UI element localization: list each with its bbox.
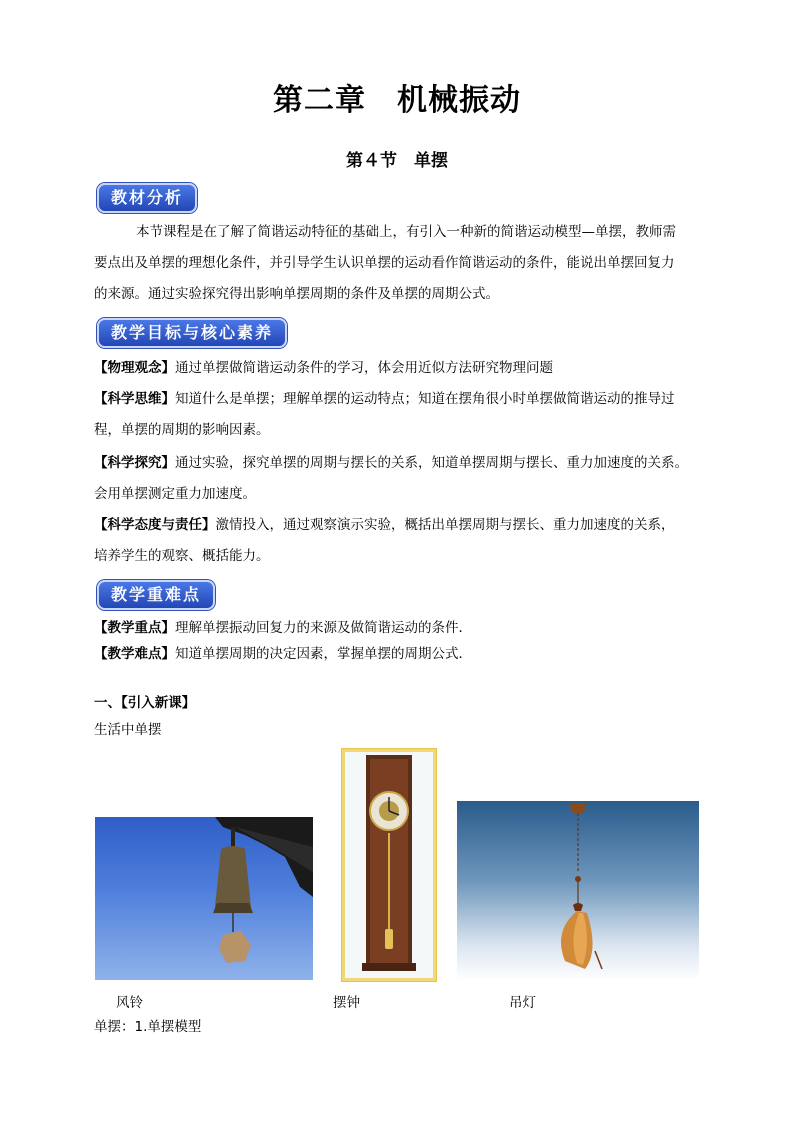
wind-chime-illustration [95,817,313,980]
hanging-lamp-image [457,801,699,980]
badge-analysis: 教材分析 [97,183,197,213]
page-title: 第二章 机械振动 [273,83,521,118]
goal-text: 激情投入，通过观察演示实验，概括出单摆周期与摆长、重力加速度的关系， [215,517,675,533]
pendulum-clock-image [341,748,437,982]
keypoint-label: 【教学重点】 [94,620,175,636]
goal-text: 知道什么是单摆；理解单摆的运动特点；知道在摆角很小时单摆做简谐运动的推导过 [175,391,675,407]
goal-text: 通过实验，探究单摆的周期与摆长的关系，知道单摆周期与摆长、重力加速度的关系。 [175,455,688,471]
footer-text: 单摆：1.单摆模型 [94,1019,202,1035]
analysis-line: 的来源。通过实验探究得出影响单摆周期的条件及单摆的周期公式。 [94,286,499,302]
hanging-lamp-illustration [457,801,699,980]
goal-physics [94,355,704,382]
keypoint-focus [94,615,704,642]
keypoint-label: 【教学难点】 [94,646,175,662]
goal-thinking [94,386,704,413]
keypoint-text: 知道单摆周期的决定因素，掌握单摆的周期公式． [175,646,472,662]
goal-label: 【科学思维】 [94,391,175,407]
goal-text: 通过单摆做简谐运动条件的学习，体会用近似方法研究物理问题 [175,360,553,376]
goal-inquiry [94,450,704,477]
analysis-line: 本节课程是在了解了简谐运动特征的基础上，有引入一种新的简谐运动模型—单摆，教师需 [136,224,676,240]
goal-label: 【物理观念】 [94,360,175,376]
keypoint-text: 理解单摆振动回复力的来源及做简谐运动的条件． [175,620,472,636]
goal-attitude [94,512,704,539]
intro-heading: 一、【引入新课】 [94,695,196,711]
caption-wind-chime: 风铃 [116,995,143,1011]
goal-attitude-cont: 培养学生的观察、概括能力。 [94,548,270,564]
goal-thinking-cont: 程，单摆的周期的影响因素。 [94,422,270,438]
goal-label: 【科学探究】 [94,455,175,471]
section-title: 第４节 单摆 [346,151,448,171]
intro-subheading: 生活中单摆 [94,722,162,738]
badge-goals: 教学目标与核心素养 [97,318,287,348]
analysis-paragraph [94,217,704,310]
pendulum-clock-illustration [342,749,436,981]
caption-pendulum-clock: 摆钟 [333,995,360,1011]
goal-label: 【科学态度与责任】 [94,517,216,533]
goal-inquiry-cont: 会用单摆测定重力加速度。 [94,486,256,502]
badge-keypoints: 教学重难点 [97,580,215,610]
analysis-line: 要点出及单摆的理想化条件，并引导学生认识单摆的运动看作简谐运动的条件，能说出单摆回复力 [94,255,675,271]
wind-chime-image [95,817,313,980]
caption-hanging-lamp: 吊灯 [509,995,536,1011]
keypoint-difficulty [94,641,704,668]
